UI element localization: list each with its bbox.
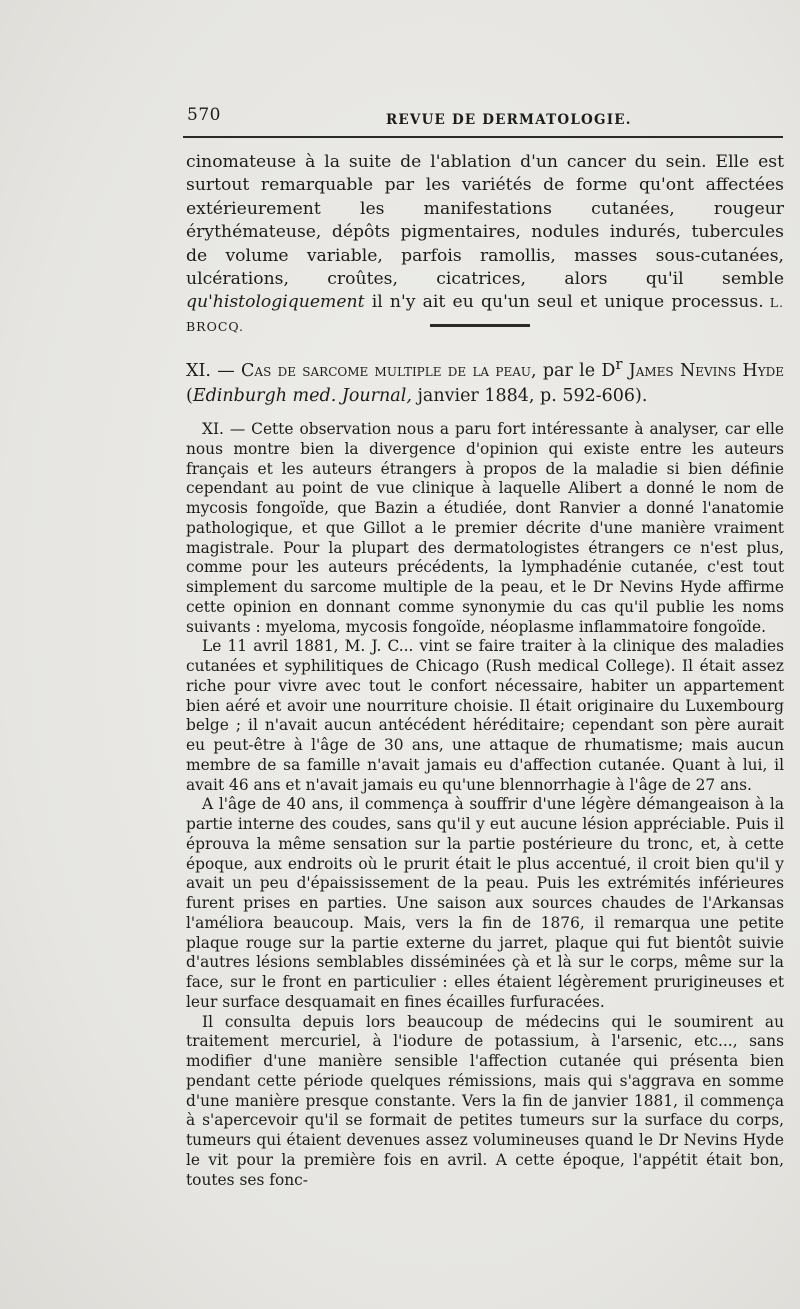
article-ref-open: (: [186, 385, 193, 406]
continuation-paragraph: [186, 151, 784, 338]
article-dash: —: [210, 360, 242, 381]
body-paragraph: A l'âge de 40 ans, il commença à souffrir d'une légère démangeaison à la partie interne des coudes, sans qu'il y eut aucune lésion appréciable. Puis il éprouva la même sensation sur la partie postérieure du tronc, et, à cette époque, aux endroits où le prurit était le plus accentué, il croit bien qu'il y avait un peu d'épaississement de la peau. Puis les extrémités inférieures furent prises en parties. Une saison aux sources chaudes de l'Arkansas l'améliora beaucoup. Mais, vers la fin de 1876, il remarqua une petite plaque rouge sur la partie externe du jarret, plaque qui fut bientôt suivie d'autres lésions semblables disséminées çà et là sur le corps, même sur la face, sur le front en particulier : elles étaient légèrement prurigineuses et leur surface desquamait en fines écailles furfuracées.: [186, 795, 784, 1011]
continuation-text-end: il n'y ait eu qu'un seul et unique processus.: [364, 292, 764, 313]
article-author: James Nevins Hyde: [622, 360, 784, 381]
body-paragraph: XI. — Cette observation nous a paru fort intéressante à analyser, car elle nous montre bien la divergence d'opinion qui existe entre les auteurs français et les auteurs étrangers à propos de la maladie si bien définie cependant au point de vue clinique à laquelle Alibert a donné le nom de mycosis fongoïde, que Bazin a étudiée, dont Ranvier a donné l'anatomie pathologique, et que Gillot a le premier décrite d'une manière vraiment magistrale. Pour la plupart des dermatologistes étrangers ce n'est plus, comme pour les auteurs précédents, la lymphadénie cutanée, c'est tout simplement du sarcome multiple de la peau, et le Dr Nevins Hyde affirme cette opinion en donnant comme synonymie du cas qu'il publie les noms suivants : myeloma, mycosis fongoïde, néoplasme inflammatoire fongoïde.: [186, 420, 784, 636]
continuation-text: cinomateuse à la suite de l'ablation d'un cancer du sein. Elle est surtout remarquable par les variétés de forme qu'ont affectées extérieurement les manifestations cutanées, rougeur érythémateuse, dépôts pigmentaires, nodules indurés, tubercules de volume variable, parfois ramollis, masses sous-cutanées, ulcérations, croûtes, cicatrices, alors qu'il semble: [186, 152, 784, 290]
section-divider: [430, 324, 530, 327]
body-paragraph: Le 11 avril 1881, M. J. C... vint se faire traiter à la clinique des maladies cutanées et syphilitiques de Chicago (Rush medical College). Il était assez riche pour vivre avec tout le confort nécessaire, habiter un appartement bien aéré et avoir une nourriture choisie. Il était originaire du Luxembourg belge ; il n'avait aucun antécédent héréditaire; cependant son père aurait eu peut-être à l'âge de 30 ans, une attaque de rhumatisme; mais aucun membre de sa famille n'avait jamais eu d'affection cutanée. Quant à lui, il avait 46 ans et n'avait jamais eu qu'une blennorrhagie à l'âge de 27 ans.: [186, 637, 784, 794]
author-signature: L. BROCQ.: [186, 295, 784, 334]
article-ref-close: janvier 1884, p. 592-606).: [411, 385, 648, 406]
page-number: 570: [187, 105, 221, 125]
body-paragraph: Il consulta depuis lors beaucoup de médecins qui le soumirent au traitement mercuriel, à l'iodure de potassium, à l'arsenic, etc..., sans modifier d'une manière sensible l'affection cutanée qui présenta bien pendant cette période quelques rémissions, mais qui s'aggrava en somme d'une manière presque constante. Vers la fin de janvier 1881, il commença à s'apercevoir qu'il se formait de petites tumeurs sur la surface du corps, tumeurs qui étaient devenues assez volumineuses quand le Dr Nevins Hyde le vit pour la première fois en avril. A cette époque, l'appétit était bon, toutes ses fonc-: [186, 1012, 784, 1189]
article-heading: [186, 352, 784, 409]
running-title: REVUE DE DERMATOLOGIE.: [386, 112, 632, 128]
continuation-italic: qu'histologiquement: [186, 292, 365, 313]
article-number: XI.: [186, 360, 211, 381]
page-header: [185, 103, 785, 133]
article-by: par le D: [536, 360, 616, 381]
header-rule: [183, 136, 783, 138]
article-body: [186, 420, 784, 1190]
article-title: Cas de sarcome multiple de la peau,: [241, 360, 537, 381]
article-journal: Edinburgh med. Journal,: [192, 385, 412, 406]
article-dr-sup: r: [615, 356, 623, 373]
